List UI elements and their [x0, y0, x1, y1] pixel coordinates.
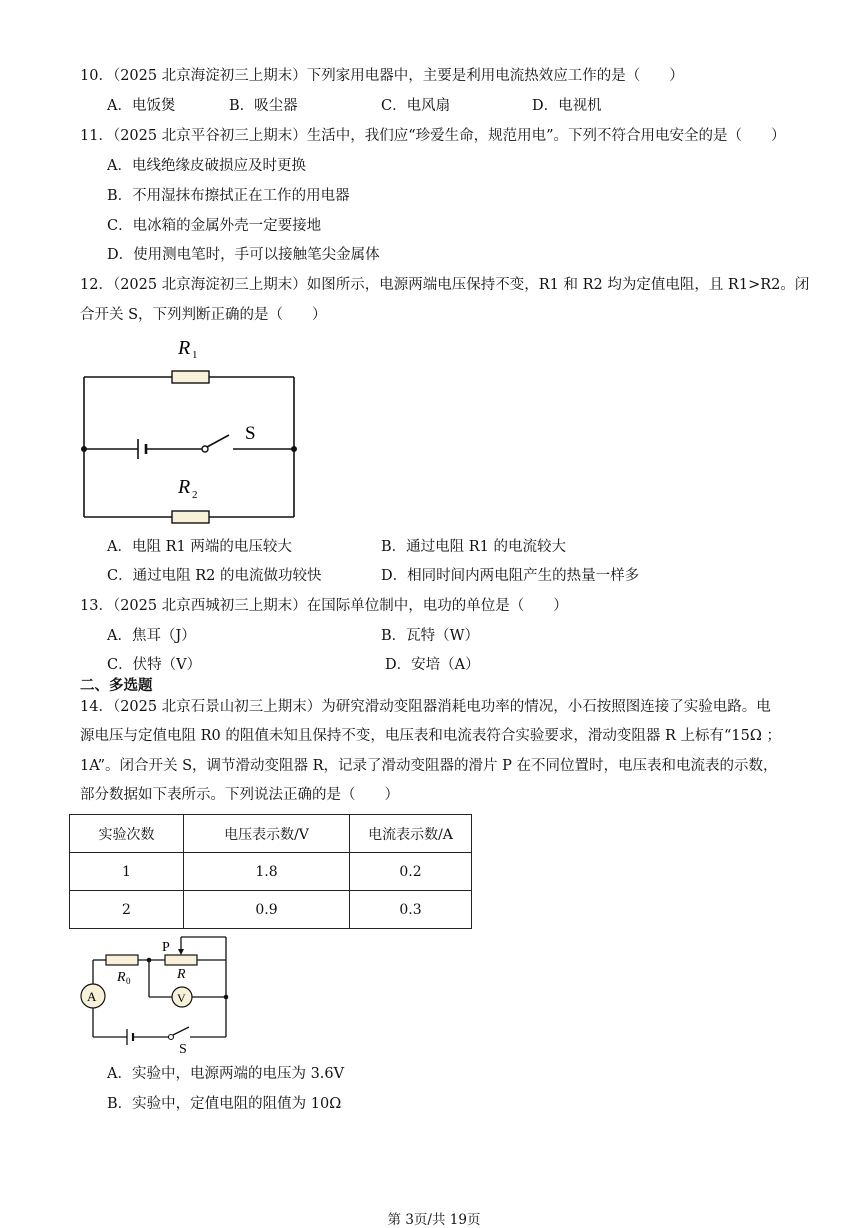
label-r: R: [177, 967, 186, 982]
table-cell: 1.8: [184, 853, 350, 891]
label-r2: R: [178, 476, 191, 498]
label-a: A: [87, 989, 97, 1004]
q10-option-a[interactable]: A．电饭煲: [107, 98, 176, 114]
q13-option-c[interactable]: C．伏特（V）: [107, 657, 202, 673]
q14-option-b[interactable]: B．实验中，定值电阻的阻值为 10Ω: [107, 1096, 342, 1112]
label-r0-sub: 0: [126, 976, 131, 986]
label-r1-sub: 1: [192, 349, 198, 361]
q14-stem-line3: 1A”。闭合开关 S，调节滑动变阻器 R，记录了滑动变阻器的滑片 P 在不同位置时，电压表和电流表的示数，: [80, 758, 778, 774]
table-cell: 0.9: [184, 891, 350, 929]
switch-pivot: [169, 1035, 174, 1040]
table-header-cell: 电流表示数/A: [350, 815, 472, 853]
label-r0: R: [117, 970, 126, 985]
q11-stem: 11．（2025 北京平谷初三上期末）生活中，我们应“珍爱生命，规范用电”。下列不符合用电安全的是（ ）: [80, 128, 786, 144]
q13-option-d[interactable]: D．安培（A）: [385, 657, 480, 673]
table-cell: 0.2: [350, 853, 472, 891]
label-s: S: [179, 1042, 187, 1057]
q12-option-d[interactable]: D．相同时间内两电阻产生的热量一样多: [381, 568, 640, 584]
q11-option-b[interactable]: B．不用湿抹布擦拭正在工作的用电器: [107, 188, 350, 204]
q11-option-a[interactable]: A．电线绝缘皮破损应及时更换: [107, 158, 306, 174]
table-cell: 2: [70, 891, 184, 929]
label-v: V: [177, 991, 186, 1005]
q12-option-c[interactable]: C．通过电阻 R2 的电流做功较快: [107, 568, 322, 584]
q10-stem: 10．（2025 北京海淀初三上期末）下列家用电器中，主要是利用电流热效应工作的是（ ）: [80, 68, 684, 84]
q10-option-d[interactable]: D．电视机: [532, 98, 602, 114]
slider-arrow: [178, 949, 184, 955]
switch-blade: [173, 1027, 189, 1035]
section-title: 二、多选题: [80, 677, 153, 694]
q12-stem-line2: 合开关 S，下列判断正确的是（ ）: [80, 307, 327, 323]
q12-option-b[interactable]: B．通过电阻 R1 的电流较大: [381, 539, 567, 555]
table-header-cell: 实验次数: [70, 815, 184, 853]
resistor-r0: [106, 955, 138, 965]
q11-option-c[interactable]: C．电冰箱的金属外壳一定要接地: [107, 218, 322, 234]
junction-dot: [147, 958, 152, 963]
table-cell: 0.3: [350, 891, 472, 929]
page-number: 第 3页/共 19页: [387, 1212, 481, 1228]
junction-dot: [224, 995, 229, 1000]
label-p: P: [162, 940, 170, 955]
q14-stem-line2: 源电压与定值电阻 R0 的阻值未知且保持不变，电压表和电流表符合实验要求，滑动变阻器 R 上标有“15Ω ；: [80, 728, 781, 744]
q14-stem-line4: 部分数据如下表所示。下列说法正确的是（ ）: [80, 787, 399, 803]
table-cell: 1: [70, 853, 184, 891]
table-header-cell: 电压表示数/V: [184, 815, 350, 853]
q13-stem: 13．（2025 北京西城初三上期末）在国际单位制中，电功的单位是（ ）: [80, 598, 568, 614]
q10-option-c[interactable]: C．电风扇: [381, 98, 451, 114]
resistor-r: [165, 955, 197, 965]
label-s: S: [245, 423, 256, 444]
label-r1: R: [178, 337, 191, 359]
q12-stem-line1: 12．（2025 北京海淀初三上期末）如图所示，电源两端电压保持不变，R1 和 R2 均为定值电阻，且 R1>R2。闭: [80, 277, 810, 293]
q11-option-d[interactable]: D．使用测电笔时，手可以接触笔尖金属体: [107, 247, 380, 263]
q12-option-a[interactable]: A．电阻 R1 两端的电压较大: [107, 539, 292, 555]
q10-option-b[interactable]: B．吸尘器: [229, 98, 298, 114]
q14-option-a[interactable]: A．实验中，电源两端的电压为 3.6V: [107, 1066, 345, 1082]
q13-option-a[interactable]: A．焦耳（J）: [107, 628, 196, 644]
q13-option-b[interactable]: B．瓦特（W）: [381, 628, 480, 644]
label-r2-sub: 2: [192, 489, 198, 501]
q14-stem-line1: 14．（2025 北京石景山初三上期末）为研究滑动变阻器消耗电功率的情况，小石按照图连接了实验电路。电: [80, 699, 771, 715]
